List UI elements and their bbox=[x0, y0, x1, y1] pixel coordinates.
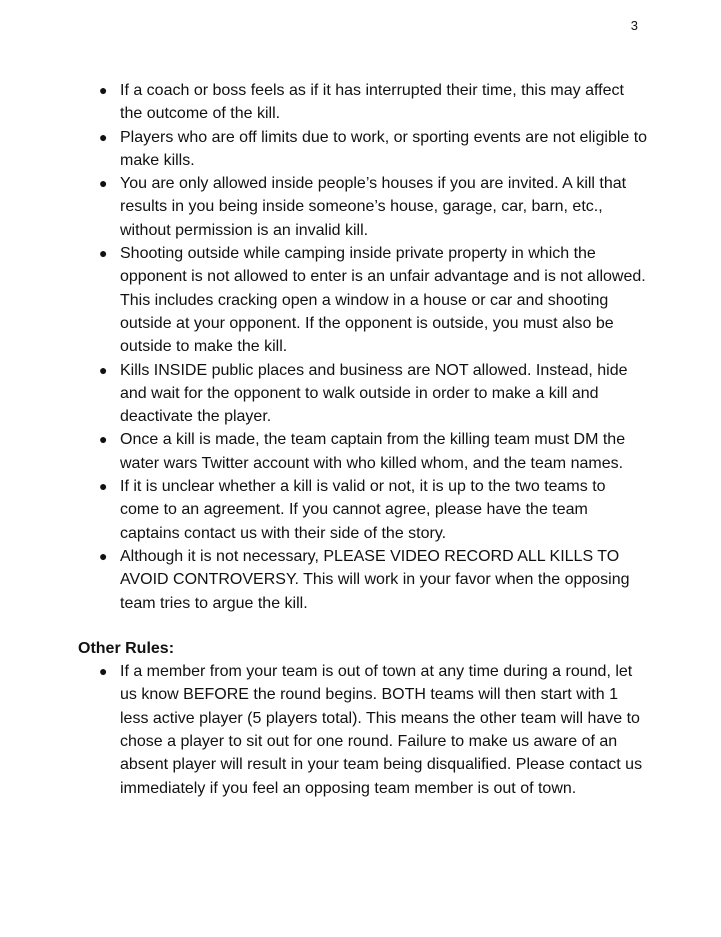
list-item-text: If a member from your team is out of town at any time during a round, let us know BEFORE the round begins. BOTH teams will then start with 1 less active player (5 players total). This means the other team will have to chose a player to sit out for one round. Failure to make us aware of an absent player will result in your team being disqualified. Please contact us immediately if you feel an opposing team member is out of town. bbox=[120, 663, 643, 797]
bullet-icon: ● bbox=[99, 547, 108, 564]
bullet-icon: ● bbox=[99, 431, 108, 448]
list-item-text: If a coach or boss feels as if it has interrupted their time, this may affect the outcome of the kill. bbox=[120, 82, 624, 123]
list-item bbox=[78, 79, 648, 126]
bullet-icon: ● bbox=[99, 128, 108, 145]
list-item bbox=[78, 475, 648, 545]
list-item bbox=[78, 428, 648, 475]
list-item-text: If it is unclear whether a kill is valid or not, it is up to the two teams to come to an agreement. If you cannot agree, please have the team captains contact us with their side of the story. bbox=[120, 478, 606, 542]
list-item-text: Once a kill is made, the team captain from the killing team must DM the water wars Twitter account with who killed whom, and the team names. bbox=[120, 431, 626, 472]
list-item-text: Players who are off limits due to work, or sporting events are not eligible to make kills. bbox=[120, 128, 648, 169]
bullet-icon: ● bbox=[99, 361, 108, 378]
list-item-text: You are only allowed inside people’s houses if you are invited. A kill that results in you being inside someone’s house, garage, car, barn, etc., without permission is an invalid kill. bbox=[120, 175, 627, 239]
page-number: 3 bbox=[630, 18, 638, 33]
section-heading-other-rules: Other Rules: bbox=[78, 639, 175, 657]
list-item bbox=[78, 545, 648, 615]
bullet-icon: ● bbox=[99, 82, 108, 98]
other-rules-list bbox=[78, 660, 648, 800]
list-item-text: Shooting outside while camping inside private property in which the opponent is not allowed to enter is an unfair advantage and is not allowed. This includes cracking open a window in a house or car and shooting outside at your opponent. If the opponent is outside, you must also be outside to make the kill. bbox=[120, 245, 646, 356]
list-item bbox=[78, 359, 648, 429]
list-item bbox=[78, 242, 648, 358]
list-item bbox=[78, 172, 648, 242]
list-item-text: Although it is not necessary, PLEASE VIDEO RECORD ALL KILLS TO AVOID CONTROVERSY. This will work in your favor when the opposing team tries to argue the kill. bbox=[120, 547, 630, 612]
bullet-icon: ● bbox=[99, 478, 108, 495]
list-item-text: Kills INSIDE public places and business are NOT allowed. Instead, hide and wait for the opponent to walk outside in order to make a kill and deactivate the player. bbox=[120, 361, 628, 426]
list-item bbox=[78, 126, 648, 173]
list-item bbox=[78, 660, 648, 800]
bullet-icon: ● bbox=[99, 245, 108, 262]
bullet-icon: ● bbox=[99, 663, 108, 680]
bullet-icon: ● bbox=[99, 175, 108, 192]
rules-list bbox=[78, 79, 648, 615]
document-body bbox=[78, 79, 648, 800]
